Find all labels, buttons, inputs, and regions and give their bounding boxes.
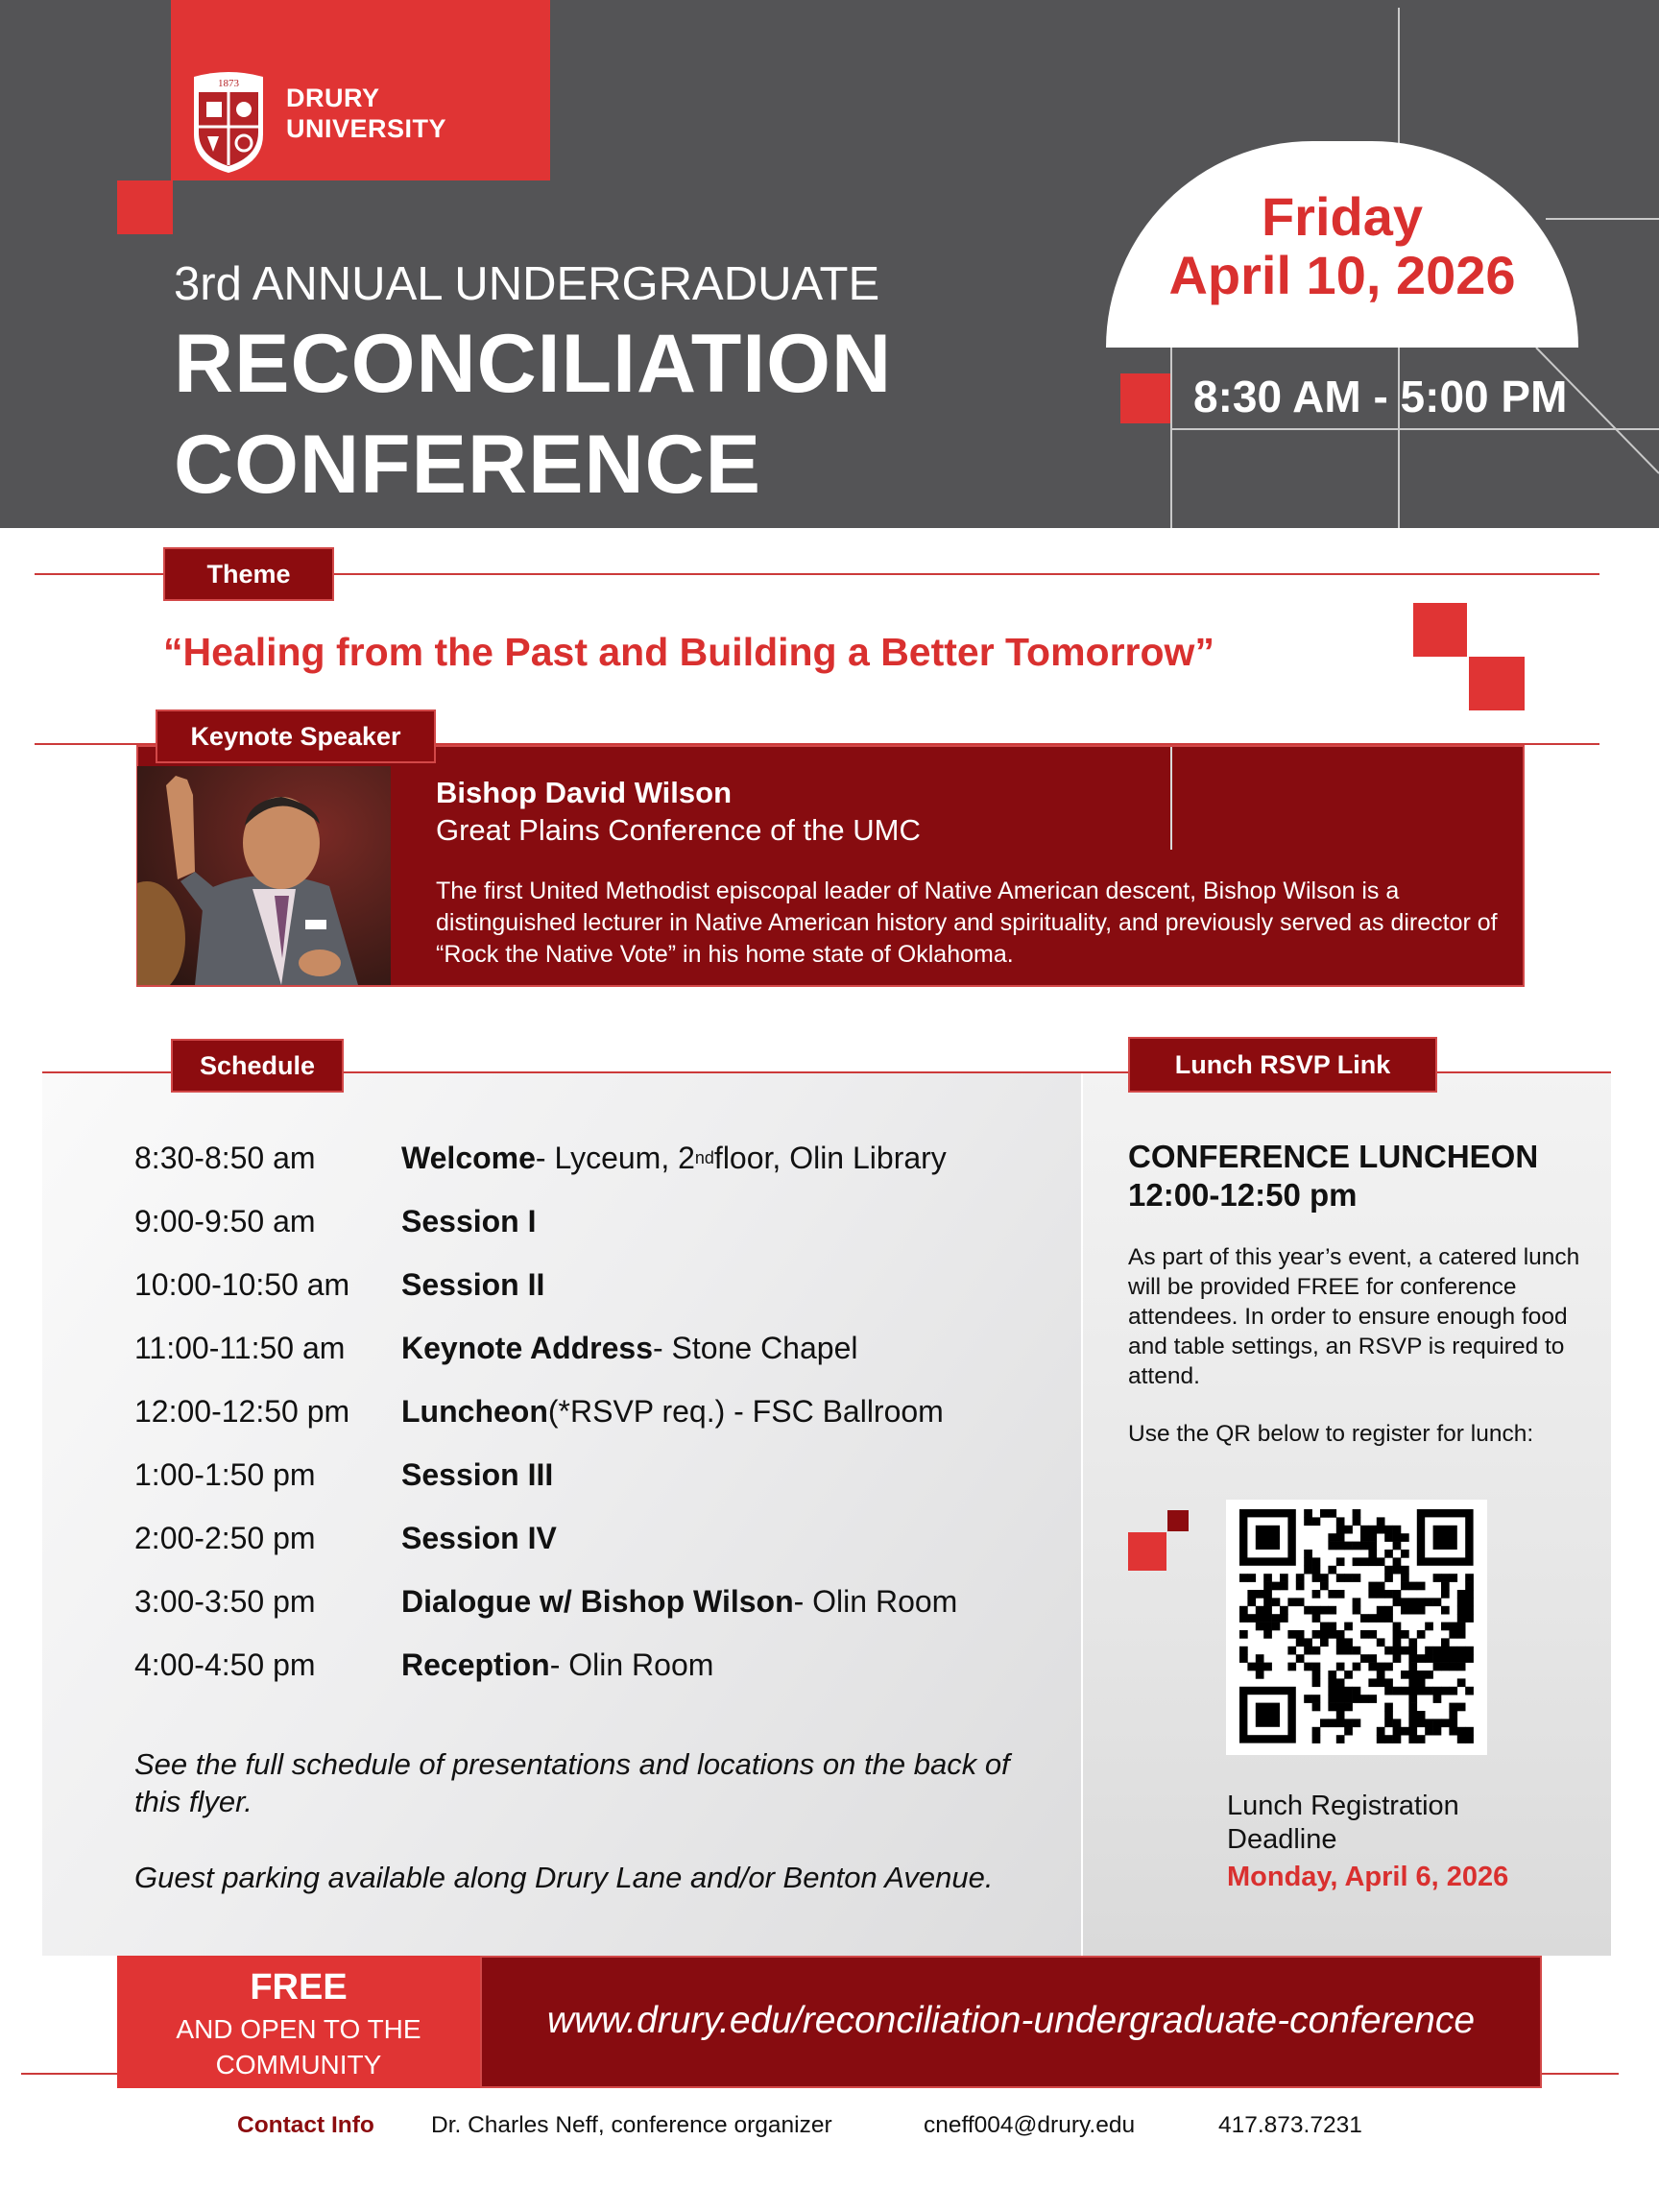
schedule-detail: - Stone Chapel (653, 1330, 858, 1365)
schedule-title: Session I (401, 1203, 537, 1238)
schedule-title: Session II (401, 1266, 545, 1302)
schedule-time: 1:00-1:50 pm (134, 1456, 316, 1492)
deadline-label (1227, 1790, 1459, 1857)
schedule-item (134, 1580, 957, 1623)
header-banner (0, 0, 1659, 528)
schedule-time: 2:00-2:50 pm (134, 1520, 316, 1555)
schedule-detail-rest: floor, Olin Library (713, 1140, 947, 1175)
event-subtitle: 3rd ANNUAL UNDERGRADUATE (174, 258, 880, 310)
schedule-title: Session III (401, 1456, 554, 1492)
luncheon-heading-title: CONFERENCE LUNCHEON (1128, 1139, 1539, 1174)
brand-line1: DRURY (286, 84, 380, 112)
schedule-title: Welcome (401, 1140, 536, 1175)
schedule-title: Keynote Address (401, 1330, 653, 1365)
schedule-title: Session IV (401, 1520, 557, 1555)
qr-accent-square-small (1167, 1510, 1189, 1531)
time-accent-square (1120, 373, 1170, 423)
free-sublabel-line2: COMMUNITY (215, 2050, 382, 2080)
event-title-line2: CONFERENCE (174, 419, 762, 511)
schedule-tab: Schedule (171, 1039, 344, 1093)
keynote-divider (1170, 747, 1172, 850)
schedule-time: 9:00-9:50 am (134, 1203, 316, 1238)
speaker-photo (137, 766, 391, 985)
event-date: April 10, 2026 (1168, 245, 1516, 305)
parking-note: Guest parking available along Drury Lane and/or Benton Avenue. (134, 1861, 994, 1894)
speaker-bio: The first United Methodist episcopal leader of Native American descent, Bishop Wilson is a distinguished lecturer in Native American history and spirituality, and previously served as director of “Rock the Native Vote” in his home state of Oklahoma. (436, 878, 1498, 968)
schedule-item (134, 1517, 557, 1559)
schedule-detail: - Olin Room (793, 1583, 958, 1619)
qr-accent-square-large (1128, 1532, 1166, 1571)
free-sublabel (117, 2011, 480, 2082)
schedule-title: Reception (401, 1647, 550, 1682)
luncheon-description: As part of this year’s event, a catered lunch will be provided FREE for conference attendees. In order to ensure enough food and table settings, an RSVP is required to attend. (1128, 1244, 1580, 1389)
schedule-time: 4:00-4:50 pm (134, 1647, 316, 1682)
theme-quote: “Healing from the Past and Building a Better Tomorrow” (163, 630, 1214, 674)
schedule-detail: (*RSVP req.) - FSC Ballroom (547, 1393, 944, 1429)
schedule-item (134, 1390, 944, 1432)
schedule-item (134, 1644, 713, 1686)
schedule-time: 11:00-11:50 am (134, 1330, 346, 1365)
university-wordmark (286, 83, 446, 144)
theme-accent-square-2 (1469, 657, 1525, 710)
free-admission-badge (117, 1956, 480, 2088)
schedule-item (134, 1454, 553, 1496)
schedule-title: Dialogue w/ Bishop Wilson (401, 1583, 794, 1619)
schedule-detail: - Olin Room (549, 1647, 714, 1682)
qr-code[interactable] (1226, 1500, 1487, 1755)
schedule-time: 8:30-8:50 am (134, 1140, 316, 1175)
luncheon-heading-time: 12:00-12:50 pm (1128, 1177, 1358, 1213)
schedule-title: Luncheon (401, 1393, 548, 1429)
schedule-item (134, 1327, 857, 1369)
schedule-item: 8:30-8:50 am Welcome - Lyceum, 2 nd floor, Olin Library (134, 1140, 947, 1175)
qr-code-icon (1226, 1500, 1487, 1755)
schedule-time: 3:00-3:50 pm (134, 1583, 316, 1619)
speaker-name: Bishop David Wilson (436, 776, 733, 809)
contact-label: Contact Info (237, 2112, 374, 2138)
deadline-date: Monday, April 6, 2026 (1227, 1862, 1509, 1892)
free-sublabel-line1: AND OPEN TO THE (176, 2014, 421, 2044)
theme-tab: Theme (163, 547, 334, 601)
theme-accent-square-1 (1413, 603, 1467, 657)
luncheon-heading (1128, 1138, 1538, 1214)
contact-name: Dr. Charles Neff, conference organizer (431, 2112, 832, 2138)
schedule-detail: - Lyceum, 2 (535, 1140, 695, 1175)
free-label: FREE (250, 1967, 348, 2008)
deadline-label-line2: Deadline (1227, 1824, 1337, 1855)
contact-phone: 417.873.7231 (1218, 2112, 1362, 2138)
keynote-tab: Keynote Speaker (156, 709, 436, 763)
svg-text:1873: 1873 (218, 78, 239, 89)
schedule-time: 12:00-12:50 pm (134, 1393, 350, 1429)
logo-accent-square (117, 180, 173, 234)
schedule-item (134, 1263, 544, 1306)
schedule-time: 10:00-10:50 am (134, 1266, 350, 1302)
event-title-line1: RECONCILIATION (174, 318, 893, 410)
university-seal-icon (190, 67, 267, 175)
brand-line2: UNIVERSITY (286, 114, 447, 143)
contact-email-link[interactable]: cneff004@drury.edu (924, 2112, 1136, 2138)
schedule-item (134, 1200, 537, 1242)
speaker-organization: Great Plains Conference of the UMC (436, 813, 921, 847)
deadline-label-line1: Lunch Registration (1227, 1791, 1459, 1821)
event-time: 8:30 AM - 5:00 PM (1193, 372, 1568, 421)
lunch-rsvp-tab[interactable]: Lunch RSVP Link (1128, 1037, 1437, 1093)
conference-url-link[interactable]: www.drury.edu/reconciliation-undergraduate-conference (546, 2000, 1476, 2041)
event-day: Friday (1261, 186, 1424, 247)
qr-instruction: Use the QR below to register for lunch: (1128, 1421, 1534, 1447)
schedule-back-note: See the full schedule of presentations and locations on the back of this flyer. (134, 1747, 1010, 1818)
